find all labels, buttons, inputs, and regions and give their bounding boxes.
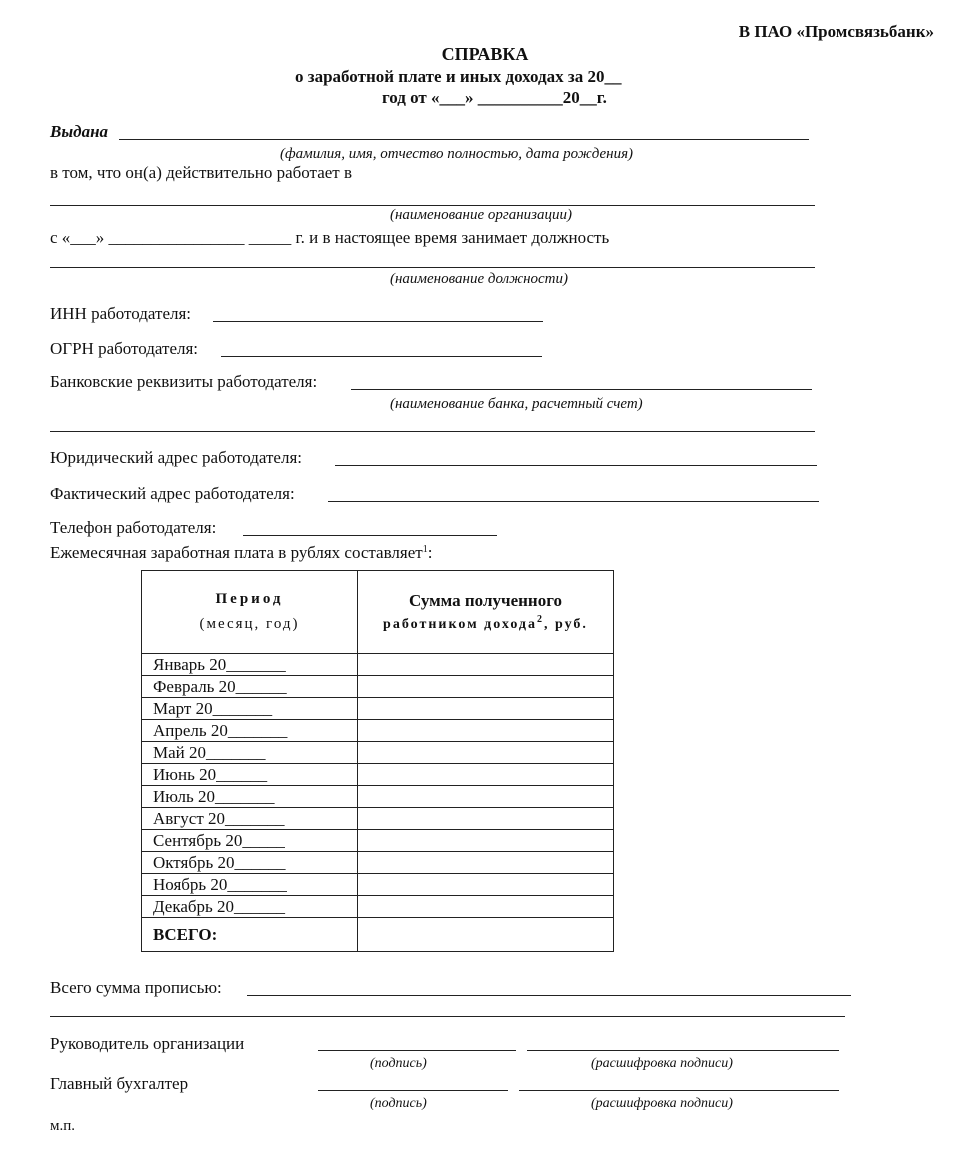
table-row	[142, 808, 614, 830]
inn-field-line[interactable]	[213, 321, 543, 322]
table-row	[142, 830, 614, 852]
period-header	[142, 571, 358, 654]
accountant-label: Главный бухгалтер	[50, 1074, 189, 1093]
month-label: Май 20_______	[142, 742, 358, 764]
month-amount-cell[interactable]	[358, 720, 614, 742]
salary-text	[50, 543, 432, 563]
sum-header-sub-text: работником дохода	[383, 617, 538, 632]
table-row	[142, 720, 614, 742]
month-amount-cell[interactable]	[358, 654, 614, 676]
bank-details-second-line[interactable]	[50, 431, 815, 432]
sum-header-sub	[358, 614, 613, 633]
month-amount-cell[interactable]	[358, 786, 614, 808]
month-label: Март 20_______	[142, 698, 358, 720]
sum-header-title: Сумма полученного	[408, 591, 563, 610]
table-row	[142, 698, 614, 720]
month-label: Август 20_______	[142, 808, 358, 830]
bank-details-label: Банковские реквизиты работодателя:	[50, 372, 318, 391]
total-value-cell[interactable]	[358, 918, 614, 952]
month-amount-cell[interactable]	[358, 808, 614, 830]
table-row	[142, 742, 614, 764]
footnote-1: 1	[422, 544, 428, 555]
bank-details-caption: (наименование банка, расчетный счет)	[390, 396, 643, 412]
actual-address-field-line[interactable]	[328, 501, 819, 502]
sum-in-words-second-line[interactable]	[50, 1016, 845, 1017]
table-row	[142, 896, 614, 918]
subtitle-line2: год от «___» __________20__г.	[382, 88, 607, 107]
position-field-line[interactable]	[50, 267, 815, 268]
sum-in-words-field-line[interactable]	[247, 995, 851, 996]
period-header-sub: (месяц, год)	[199, 616, 300, 632]
works-text: в том, что он(а) действительно работает в	[50, 163, 352, 182]
director-signature-caption: (подпись)	[370, 1056, 427, 1071]
table-row	[142, 654, 614, 676]
month-label: Ноябрь 20_______	[142, 874, 358, 896]
accountant-signature-line[interactable]	[318, 1090, 508, 1091]
director-decoding-line[interactable]	[527, 1050, 839, 1051]
month-label: Декабрь 20______	[142, 896, 358, 918]
document-title: СПРАВКА	[441, 44, 529, 64]
footnote-2: 2	[537, 614, 545, 625]
ogrn-label: ОГРН работодателя:	[50, 339, 199, 358]
inn-label: ИНН работодателя:	[50, 304, 192, 323]
director-label: Руководитель организации	[50, 1034, 245, 1053]
legal-address-label: Юридический адрес работодателя:	[50, 448, 302, 467]
month-label: Сентябрь 20_____	[142, 830, 358, 852]
table-row	[142, 874, 614, 896]
sum-header	[358, 571, 614, 654]
issued-caption: (фамилия, имя, отчество полностью, дата рождения)	[280, 146, 634, 162]
director-signature-line[interactable]	[318, 1050, 516, 1051]
director-decoding-caption: (расшифровка подписи)	[591, 1056, 733, 1071]
bank-details-field-line[interactable]	[351, 389, 812, 390]
stamp-place: м.п.	[50, 1118, 76, 1134]
accountant-signature-caption: (подпись)	[370, 1096, 427, 1111]
month-amount-cell[interactable]	[358, 676, 614, 698]
month-amount-cell[interactable]	[358, 896, 614, 918]
issued-field-line[interactable]	[119, 139, 809, 140]
ogrn-field-line[interactable]	[221, 356, 542, 357]
month-label: Июнь 20______	[142, 764, 358, 786]
month-label: Июль 20_______	[142, 786, 358, 808]
organization-caption: (наименование организации)	[390, 207, 573, 223]
table-row	[142, 676, 614, 698]
recipient-bank: В ПАО «Промсвязьбанк»	[738, 22, 934, 41]
table-row	[142, 852, 614, 874]
month-amount-cell[interactable]	[358, 830, 614, 852]
month-amount-cell[interactable]	[358, 874, 614, 896]
month-label: Апрель 20_______	[142, 720, 358, 742]
sum-header-unit: , руб.	[544, 617, 588, 632]
actual-address-label: Фактический адрес работодателя:	[50, 484, 295, 503]
month-label: Февраль 20______	[142, 676, 358, 698]
income-table	[141, 570, 614, 952]
issued-label: Выдана	[50, 122, 109, 141]
position-caption: (наименование должности)	[390, 271, 569, 287]
table-row	[142, 786, 614, 808]
accountant-decoding-line[interactable]	[519, 1090, 839, 1091]
salary-text-main: Ежемесячная заработная плата в рублях составляет	[50, 543, 423, 562]
month-amount-cell[interactable]	[358, 698, 614, 720]
salary-text-suffix: :	[427, 543, 433, 562]
subtitle-line1: о заработной плате и иных доходах за 20__	[295, 67, 622, 86]
since-text: с «___» ________________ _____ г. и в настоящее время занимает должность	[50, 228, 610, 247]
month-rows	[142, 654, 614, 918]
month-label: Январь 20_______	[142, 654, 358, 676]
month-amount-cell[interactable]	[358, 742, 614, 764]
total-label: ВСЕГО:	[142, 918, 358, 952]
table-row	[142, 764, 614, 786]
phone-label: Телефон работодателя:	[50, 518, 217, 537]
month-label: Октябрь 20______	[142, 852, 358, 874]
phone-field-line[interactable]	[243, 535, 497, 536]
accountant-decoding-caption: (расшифровка подписи)	[591, 1096, 733, 1111]
month-amount-cell[interactable]	[358, 852, 614, 874]
month-amount-cell[interactable]	[358, 764, 614, 786]
period-header-title: Период	[215, 591, 284, 607]
total-row	[142, 918, 614, 952]
legal-address-field-line[interactable]	[335, 465, 817, 466]
sum-in-words-label: Всего сумма прописью:	[50, 978, 222, 997]
